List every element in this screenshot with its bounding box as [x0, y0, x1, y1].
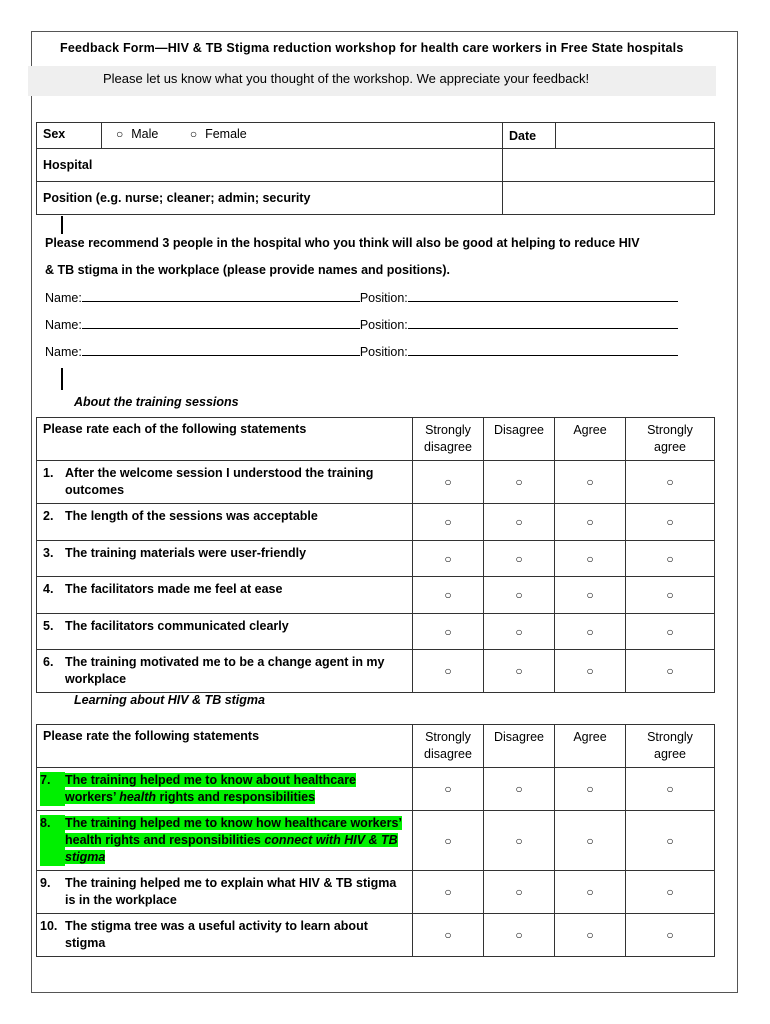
table-row	[37, 811, 715, 871]
statement-cell: 4. The facilitators made me feel at ease	[37, 577, 413, 614]
position-label: Position:	[359, 291, 408, 305]
radio-circle-icon[interactable]: ○	[484, 914, 555, 957]
recommendation-row-3	[45, 343, 678, 359]
radio-circle-icon[interactable]: ○	[626, 871, 715, 914]
name-input-line[interactable]	[82, 343, 360, 356]
statement-cell: 5. The facilitators communicated clearly	[37, 614, 413, 650]
radio-circle-icon[interactable]: ○	[413, 577, 484, 614]
radio-circle-icon[interactable]: ○	[626, 768, 715, 811]
training-rating-table	[36, 417, 715, 693]
position-label: Position (e.g. nurse; cleaner; admin; security	[37, 182, 503, 215]
statement-cell: 6. The training motivated me to be a change agent in my workplace	[37, 650, 413, 693]
female-option[interactable]	[190, 127, 247, 141]
radio-circle-icon[interactable]: ○	[626, 541, 715, 577]
radio-circle-icon[interactable]: ○	[555, 650, 626, 693]
radio-circle-icon[interactable]: ○	[484, 577, 555, 614]
radio-circle-icon[interactable]: ○	[555, 914, 626, 957]
radio-circle-icon[interactable]: ○	[555, 541, 626, 577]
male-option[interactable]	[116, 127, 158, 141]
radio-circle-icon[interactable]: ○	[555, 871, 626, 914]
strongly-disagree-header: Strongly disagree	[413, 418, 484, 461]
disagree-header: Disagree	[484, 725, 555, 768]
male-label: Male	[131, 127, 159, 141]
radio-circle-icon[interactable]: ○	[626, 914, 715, 957]
statement-cell: 7. The training helped me to know about healthcare workers’ health rights and responsibilities	[37, 768, 413, 811]
recommend-instructions-line1: Please recommend 3 people in the hospital who you think will also be good at helping to reduce HIV	[45, 236, 640, 250]
radio-circle-icon[interactable]: ○	[626, 650, 715, 693]
radio-circle-icon[interactable]: ○	[413, 541, 484, 577]
radio-circle-icon[interactable]: ○	[484, 871, 555, 914]
agree-header: Agree	[555, 725, 626, 768]
name-input-line[interactable]	[82, 316, 360, 329]
radio-circle-icon[interactable]: ○	[189, 127, 198, 141]
text-cursor-mark	[61, 368, 63, 390]
recommendation-row-2	[45, 316, 678, 332]
position-input-line[interactable]	[408, 343, 678, 356]
position-input-line[interactable]	[408, 289, 678, 302]
disagree-header: Disagree	[484, 418, 555, 461]
hospital-field[interactable]	[503, 149, 715, 182]
position-label: Position:	[359, 318, 408, 332]
female-label: Female	[205, 127, 247, 141]
position-input-line[interactable]	[408, 316, 678, 329]
strongly-agree-header: Strongly agree	[626, 418, 715, 461]
respondent-info-table	[36, 122, 715, 215]
form-title: Feedback Form—HIV & TB Stigma reduction workshop for health care workers in Free State hospitals	[60, 41, 684, 55]
radio-circle-icon[interactable]: ○	[413, 504, 484, 541]
name-label: Name:	[45, 345, 82, 359]
form-subtitle: Please let us know what you thought of the workshop. We appreciate your feedback!	[103, 71, 590, 86]
table-row	[37, 577, 715, 614]
statement-cell: 3. The training materials were user-friendly	[37, 541, 413, 577]
table-row	[37, 541, 715, 577]
stigma-section-heading: Learning about HIV & TB stigma	[74, 693, 265, 707]
statement-cell: 1. After the welcome session I understood the training outcomes	[37, 461, 413, 504]
radio-circle-icon[interactable]: ○	[484, 768, 555, 811]
training-section-heading: About the training sessions	[74, 395, 239, 409]
sex-options	[102, 123, 503, 149]
radio-circle-icon[interactable]: ○	[626, 461, 715, 504]
table-row	[37, 504, 715, 541]
radio-circle-icon[interactable]: ○	[626, 614, 715, 650]
radio-circle-icon[interactable]: ○	[116, 127, 124, 141]
stigma-table-header: Please rate the following statements	[37, 725, 413, 768]
name-input-line[interactable]	[82, 289, 360, 302]
name-label: Name:	[45, 291, 82, 305]
position-label: Position:	[359, 345, 408, 359]
agree-header: Agree	[555, 418, 626, 461]
table-row	[37, 871, 715, 914]
radio-circle-icon[interactable]: ○	[626, 504, 715, 541]
radio-circle-icon[interactable]: ○	[413, 614, 484, 650]
radio-circle-icon[interactable]: ○	[413, 811, 484, 871]
name-label: Name:	[45, 318, 82, 332]
radio-circle-icon[interactable]: ○	[413, 871, 484, 914]
radio-circle-icon[interactable]: ○	[484, 504, 555, 541]
table-row	[37, 614, 715, 650]
radio-circle-icon[interactable]: ○	[484, 811, 555, 871]
table-row	[37, 914, 715, 957]
strongly-agree-header: Strongly agree	[626, 725, 715, 768]
statement-cell: 9. The training helped me to explain what HIV & TB stigma is in the workplace	[37, 871, 413, 914]
radio-circle-icon[interactable]: ○	[484, 650, 555, 693]
radio-circle-icon[interactable]: ○	[626, 577, 715, 614]
recommend-instructions-line2: & TB stigma in the workplace (please provide names and positions).	[45, 263, 450, 277]
radio-circle-icon[interactable]: ○	[555, 768, 626, 811]
radio-circle-icon[interactable]: ○	[555, 577, 626, 614]
hospital-label: Hospital	[37, 149, 503, 182]
radio-circle-icon[interactable]: ○	[555, 614, 626, 650]
radio-circle-icon[interactable]: ○	[626, 811, 715, 871]
statement-cell: 10. The stigma tree was a useful activity to learn about stigma	[37, 914, 413, 957]
statement-cell: 2. The length of the sessions was acceptable	[37, 504, 413, 541]
radio-circle-icon[interactable]: ○	[484, 461, 555, 504]
position-field[interactable]	[503, 182, 715, 215]
radio-circle-icon[interactable]: ○	[413, 768, 484, 811]
training-table-header: Please rate each of the following statements	[37, 418, 413, 461]
radio-circle-icon[interactable]: ○	[413, 650, 484, 693]
table-row	[37, 768, 715, 811]
date-field[interactable]	[556, 123, 715, 149]
radio-circle-icon[interactable]: ○	[413, 914, 484, 957]
statement-cell: 8. The training helped me to know how healthcare workers’ health rights and responsibilities connect with HIV & TB stigma	[37, 811, 413, 871]
strongly-disagree-header: Strongly disagree	[413, 725, 484, 768]
radio-circle-icon[interactable]: ○	[484, 541, 555, 577]
radio-circle-icon[interactable]: ○	[555, 461, 626, 504]
text-cursor-mark	[61, 216, 63, 234]
radio-circle-icon[interactable]: ○	[555, 504, 626, 541]
recommendation-row-1	[45, 289, 678, 305]
radio-circle-icon[interactable]: ○	[413, 461, 484, 504]
table-row	[37, 461, 715, 504]
radio-circle-icon[interactable]: ○	[484, 614, 555, 650]
stigma-rating-table	[36, 724, 715, 957]
date-label: Date	[503, 123, 556, 149]
table-row	[37, 650, 715, 693]
radio-circle-icon[interactable]: ○	[555, 811, 626, 871]
sex-label: Sex	[37, 123, 102, 149]
